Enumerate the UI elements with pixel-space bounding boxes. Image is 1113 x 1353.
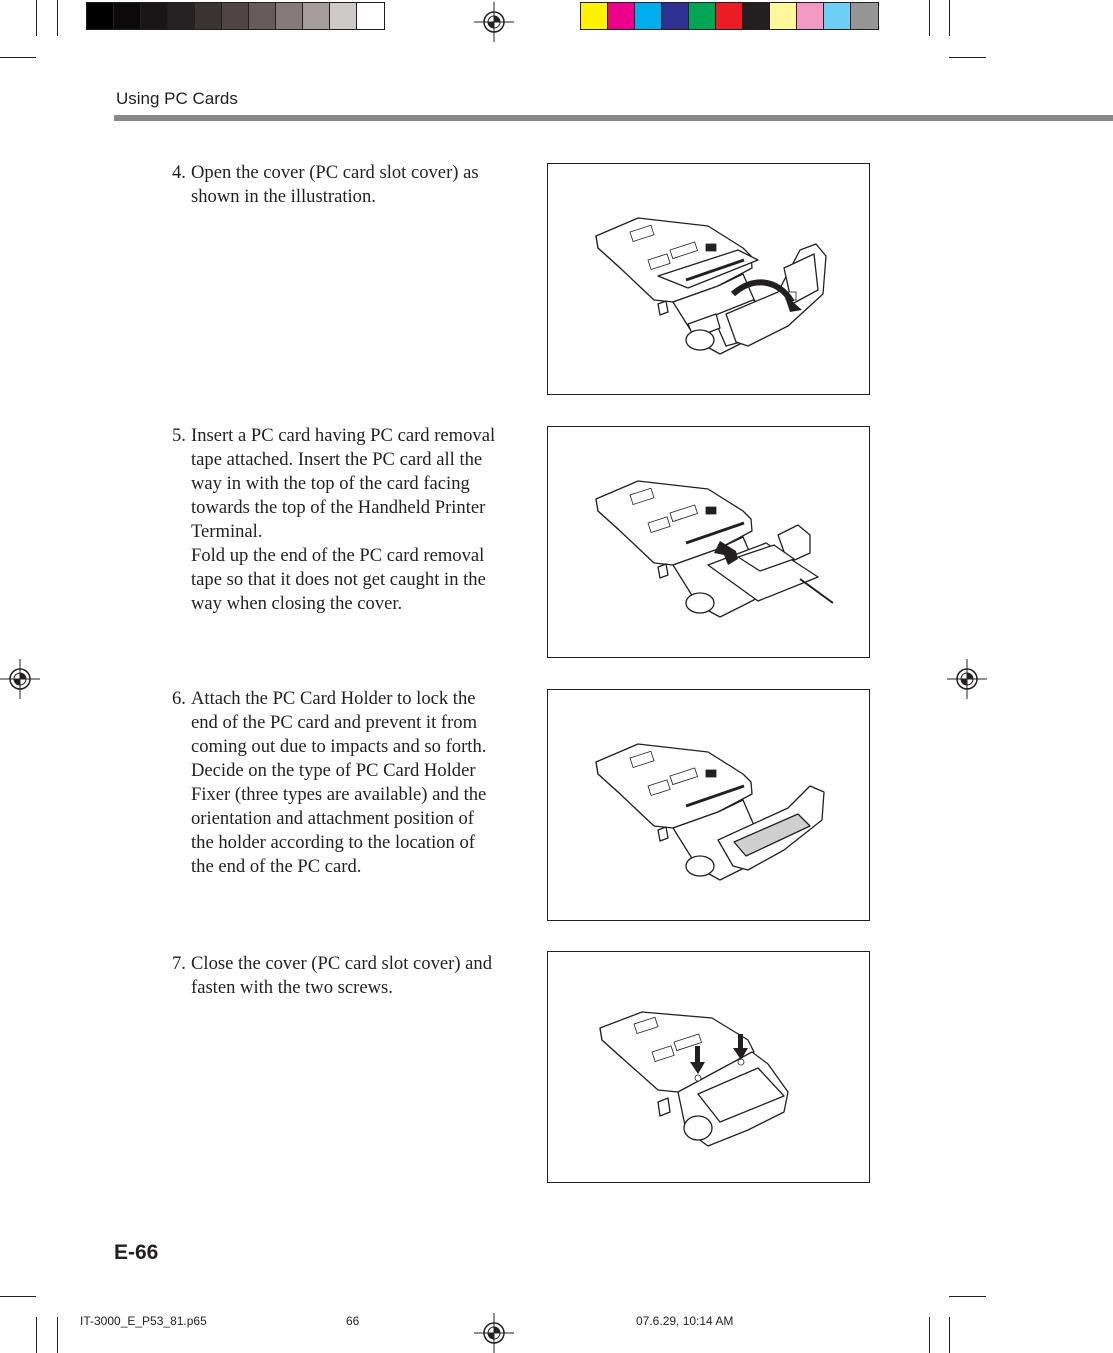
- terminal-open-cover-drawing: [548, 164, 871, 396]
- step-text-line: shown in the illustration.: [191, 186, 376, 207]
- attach-holder-illustration: [547, 689, 870, 921]
- step-text-line: the holder according to the location of: [191, 832, 475, 853]
- registration-target-icon: [474, 2, 514, 42]
- gray-swatch: [303, 3, 330, 29]
- color-swatch: [716, 3, 743, 29]
- registration-target-icon: [474, 1313, 514, 1353]
- step-text-line: Attach the PC Card Holder to lock the: [191, 688, 476, 709]
- crop-mark: [929, 1317, 930, 1353]
- crop-mark: [949, 57, 986, 58]
- gray-swatch: [168, 3, 195, 29]
- step-number: 7.: [172, 953, 186, 974]
- step-text-line: way in with the top of the card facing: [191, 473, 470, 494]
- step-text-line: coming out due to impacts and so forth.: [191, 736, 487, 757]
- header-rule: [114, 115, 1113, 121]
- terminal-insert-card-drawing: [548, 427, 871, 659]
- crop-mark: [57, 1317, 58, 1353]
- insert-card-illustration: [547, 426, 870, 658]
- step-text-line: Fixer (three types are available) and the: [191, 784, 487, 805]
- step-6: [172, 687, 517, 879]
- section-title: Using PC Cards: [116, 89, 238, 108]
- step-number: 6.: [172, 688, 186, 709]
- terminal-close-cover-drawing: [548, 952, 871, 1184]
- step-text-line: the end of the PC card.: [191, 856, 362, 877]
- crop-mark: [0, 1296, 36, 1297]
- gray-swatch: [330, 3, 357, 29]
- step-4: [172, 161, 517, 209]
- gray-calibration-bar: [86, 2, 385, 30]
- step-text-line: orientation and attachment position of: [191, 808, 474, 829]
- step-text-line: way when closing the cover.: [191, 593, 403, 614]
- footer-file-name: IT-3000_E_P53_81.p65: [80, 1314, 207, 1328]
- crop-mark: [57, 0, 58, 36]
- footer-page: 66: [346, 1314, 360, 1328]
- color-swatch: [851, 3, 878, 29]
- step-text-line: Open the cover (PC card slot cover) as: [191, 162, 479, 183]
- registration-target-icon: [947, 659, 987, 699]
- gray-swatch: [249, 3, 276, 29]
- color-swatch: [743, 3, 770, 29]
- color-swatch: [635, 3, 662, 29]
- color-swatch: [662, 3, 689, 29]
- color-swatch: [824, 3, 851, 29]
- gray-swatch: [87, 3, 114, 29]
- crop-mark: [36, 1317, 37, 1353]
- step-text-line: Terminal.: [191, 521, 263, 542]
- color-calibration-bar: [580, 2, 879, 30]
- open-cover-illustration: [547, 163, 870, 395]
- crop-mark: [929, 0, 930, 36]
- step-text-line: Insert a PC card having PC card removal: [191, 425, 496, 446]
- crop-mark: [36, 0, 37, 36]
- step-text-line: fasten with the two screws.: [191, 977, 393, 998]
- step-5: [172, 424, 517, 616]
- gray-swatch: [357, 3, 384, 29]
- gray-swatch: [222, 3, 249, 29]
- step-text-line: towards the top of the Handheld Printer: [191, 497, 486, 518]
- gray-swatch: [114, 3, 141, 29]
- step-text-line: Close the cover (PC card slot cover) and: [191, 953, 493, 974]
- color-swatch: [608, 3, 635, 29]
- close-cover-illustration: [547, 951, 870, 1183]
- step-number: 4.: [172, 162, 186, 183]
- terminal-attach-holder-drawing: [548, 690, 871, 922]
- step-number: 5.: [172, 425, 186, 446]
- crop-mark: [949, 0, 950, 36]
- color-swatch: [581, 3, 608, 29]
- footer-timestamp: 07.6.29, 10:14 AM: [636, 1314, 734, 1328]
- registration-target-icon: [0, 659, 40, 699]
- gray-swatch: [141, 3, 168, 29]
- color-swatch: [797, 3, 824, 29]
- color-swatch: [689, 3, 716, 29]
- step-text-line: Decide on the type of PC Card Holder: [191, 760, 476, 781]
- step-text-line: tape attached. Insert the PC card all the: [191, 449, 483, 470]
- gray-swatch: [276, 3, 303, 29]
- crop-mark: [949, 1296, 986, 1297]
- step-text-line: end of the PC card and prevent it from: [191, 712, 478, 733]
- step-text-line: tape so that it does not get caught in the: [191, 569, 486, 590]
- step-7: [172, 952, 517, 1000]
- page-number: E-66: [114, 1241, 159, 1264]
- crop-mark: [949, 1317, 950, 1353]
- step-text-line: Fold up the end of the PC card removal: [191, 545, 485, 566]
- color-swatch: [770, 3, 797, 29]
- crop-mark: [0, 57, 36, 58]
- gray-swatch: [195, 3, 222, 29]
